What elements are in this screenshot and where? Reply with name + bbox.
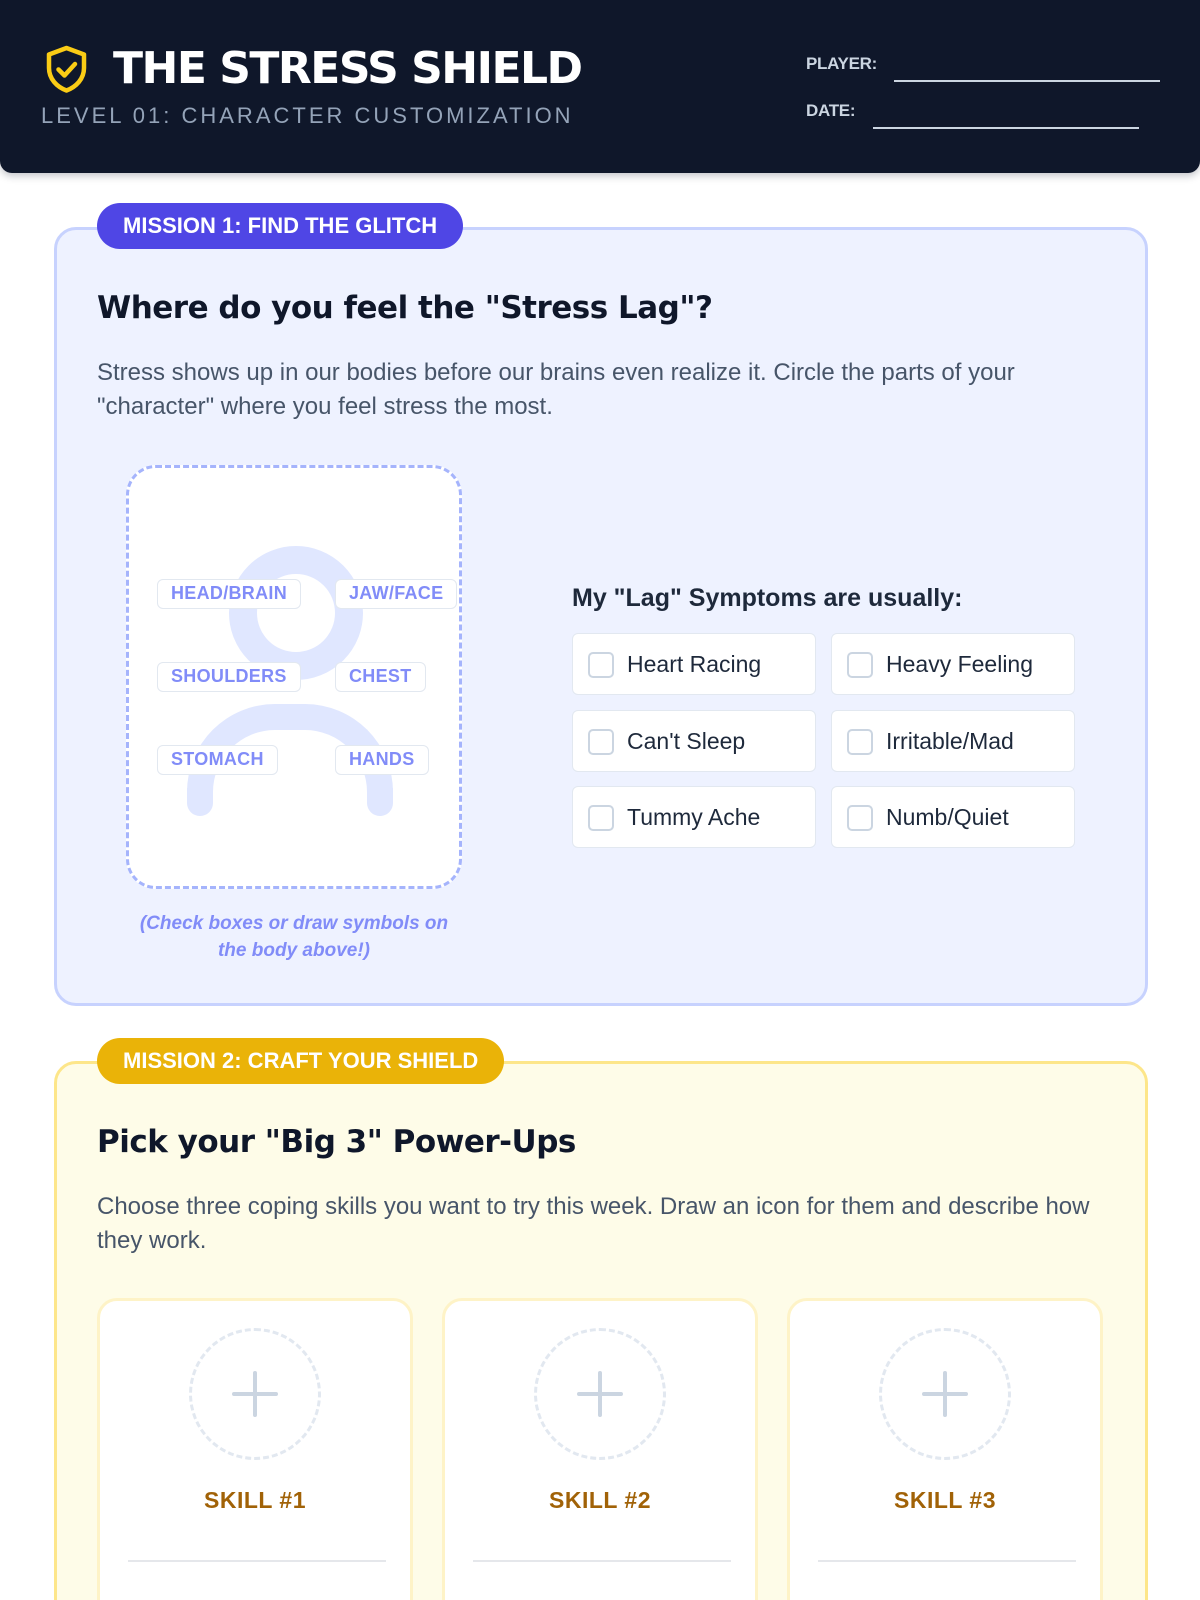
symptom-label: Heart Racing xyxy=(627,651,762,677)
skill-icon-drop-zone[interactable] xyxy=(879,1328,1011,1460)
symptom-label: Can't Sleep xyxy=(627,728,746,754)
symptom-heart-racing[interactable] xyxy=(572,633,816,695)
symptom-numb-quiet[interactable] xyxy=(831,786,1075,848)
skill-card-1[interactable] xyxy=(97,1298,413,1600)
skill-label: SKILL #1 xyxy=(204,1487,306,1513)
page-title: THE STRESS SHIELD xyxy=(113,43,582,94)
skill-description-line[interactable] xyxy=(473,1560,731,1562)
symptom-label: Irritable/Mad xyxy=(886,728,1014,754)
player-label: PLAYER: xyxy=(806,54,877,73)
player-field[interactable] xyxy=(894,80,1160,82)
date-label: DATE: xyxy=(806,101,856,120)
plus-icon xyxy=(577,1371,623,1417)
symptom-irritable-mad[interactable] xyxy=(831,710,1075,772)
checkbox[interactable] xyxy=(588,805,614,831)
checkbox[interactable] xyxy=(847,729,873,755)
mission-1-badge: MISSION 1: FIND THE GLITCH xyxy=(97,203,463,249)
page-subtitle: LEVEL 01: CHARACTER CUSTOMIZATION xyxy=(41,103,574,128)
mission-2-badge: MISSION 2: CRAFT YOUR SHIELD xyxy=(97,1038,504,1084)
skill-description-line[interactable] xyxy=(818,1560,1076,1562)
symptom-cant-sleep[interactable] xyxy=(572,710,816,772)
symptom-tummy-ache[interactable] xyxy=(572,786,816,848)
checkbox[interactable] xyxy=(588,652,614,678)
shield-check-icon xyxy=(45,45,88,93)
checkbox[interactable] xyxy=(847,805,873,831)
body-map-caption: (Check boxes or draw symbols on the body above!) xyxy=(139,913,449,961)
symptoms-title: My "Lag" Symptoms are usually: xyxy=(572,584,963,612)
skill-card-2[interactable] xyxy=(442,1298,758,1600)
date-field[interactable] xyxy=(873,127,1139,129)
checkbox[interactable] xyxy=(847,652,873,678)
symptom-heavy-feeling[interactable] xyxy=(831,633,1075,695)
figure-head xyxy=(229,546,363,680)
skill-description-line[interactable] xyxy=(128,1560,386,1562)
zone-shoulders[interactable]: SHOULDERS xyxy=(157,662,301,692)
checkbox[interactable] xyxy=(588,729,614,755)
zone-head-brain[interactable]: HEAD/BRAIN xyxy=(157,579,301,609)
body-map[interactable] xyxy=(126,465,462,889)
zone-chest[interactable]: CHEST xyxy=(335,662,426,692)
page-header xyxy=(0,0,1200,173)
mission-1-heading: Where do you feel the "Stress Lag"? xyxy=(97,290,713,326)
mission-2-heading: Pick your "Big 3" Power-Ups xyxy=(97,1124,576,1160)
mission-2-description: Choose three coping skills you want to try this week. Draw an icon for them and describe how they work. xyxy=(97,1193,1090,1254)
skill-icon-drop-zone[interactable] xyxy=(189,1328,321,1460)
skill-card-3[interactable] xyxy=(787,1298,1103,1600)
zone-jaw-face[interactable]: JAW/FACE xyxy=(335,579,457,609)
plus-icon xyxy=(922,1371,968,1417)
zone-hands[interactable]: HANDS xyxy=(335,745,429,775)
skill-label: SKILL #2 xyxy=(549,1487,651,1513)
zone-stomach[interactable]: STOMACH xyxy=(157,745,278,775)
plus-icon xyxy=(232,1371,278,1417)
skill-label: SKILL #3 xyxy=(894,1487,996,1513)
symptom-label: Tummy Ache xyxy=(627,804,761,830)
symptom-label: Numb/Quiet xyxy=(886,804,1009,830)
symptom-label: Heavy Feeling xyxy=(886,651,1034,677)
mission-1-description: Stress shows up in our bodies before our brains even realize it. Circle the parts of your "character" where you feel stress the most. xyxy=(97,359,1015,420)
skill-icon-drop-zone[interactable] xyxy=(534,1328,666,1460)
